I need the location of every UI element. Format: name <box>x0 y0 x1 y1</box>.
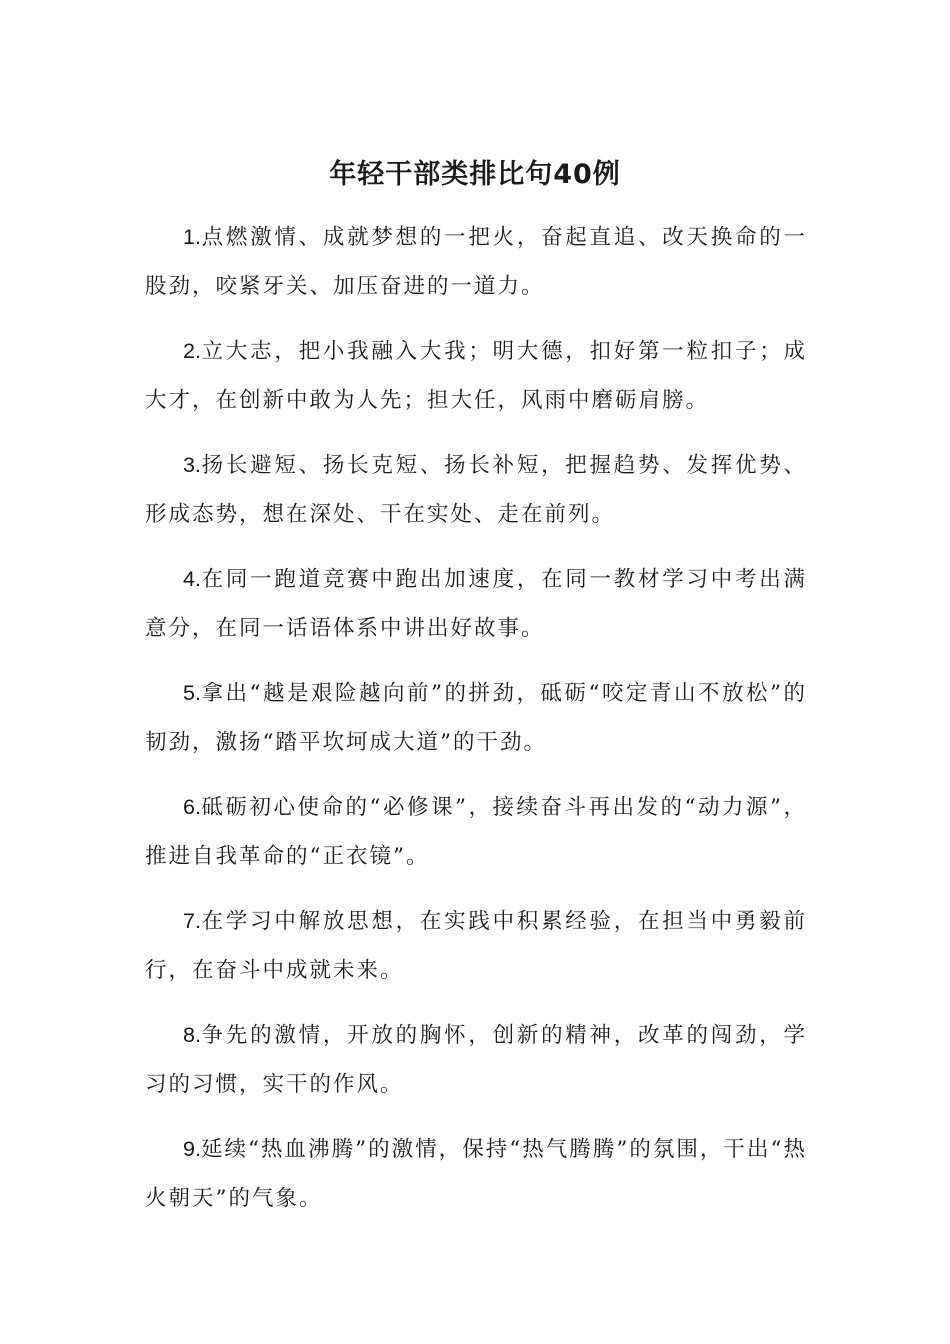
item-number: 3. <box>183 453 201 477</box>
item-text: 扬长避短、扬长克短、扬长补短，把握趋势、发挥优势、形成态势，想在深处、干在实处、走在前列。 <box>145 453 807 527</box>
page-title: 年轻干部类排比句40例 <box>329 159 621 190</box>
item-text: 砥砺初心使命的“必修课”，接续奋斗再出发的“动力源”，推进自我革命的“正衣镜”。 <box>145 795 807 869</box>
item-number: 7. <box>183 909 201 933</box>
list-item <box>145 669 807 767</box>
item-number: 5. <box>183 681 201 705</box>
list-item <box>145 783 807 881</box>
list-item <box>145 213 807 311</box>
item-number: 4. <box>183 567 201 591</box>
list-item <box>145 555 807 653</box>
item-number: 2. <box>183 339 201 363</box>
item-number: 6. <box>183 795 201 819</box>
list-item <box>145 441 807 539</box>
list-item <box>145 1125 807 1223</box>
list-item <box>145 897 807 995</box>
item-text: 拿出“越是艰险越向前”的拼劲，砥砺“咬定青山不放松”的韧劲，激扬“踏平坎坷成大道”的干劲。 <box>145 681 807 755</box>
sentence-list <box>145 213 807 1239</box>
item-text: 立大志，把小我融入大我；明大德，扣好第一粒扣子；成大才，在创新中敢为人先；担大任，风雨中磨砺肩膀。 <box>145 339 807 413</box>
item-text: 延续“热血沸腾”的激情，保持“热气腾腾”的氛围，干出“热火朝天”的气象。 <box>145 1137 807 1211</box>
list-item <box>145 327 807 425</box>
item-number: 9. <box>183 1137 201 1161</box>
item-text: 在学习中解放思想，在实践中积累经验，在担当中勇毅前行，在奋斗中成就未来。 <box>145 909 807 983</box>
list-item <box>145 1011 807 1109</box>
item-number: 1. <box>183 225 201 249</box>
item-text: 点燃激情、成就梦想的一把火，奋起直追、改天换命的一股劲，咬紧牙关、加压奋进的一道力。 <box>145 225 807 299</box>
item-text: 争先的激情，开放的胸怀，创新的精神，改革的闯劲，学习的习惯，实干的作风。 <box>145 1023 807 1097</box>
item-number: 8. <box>183 1023 201 1047</box>
item-text: 在同一跑道竞赛中跑出加速度，在同一教材学习中考出满意分，在同一话语体系中讲出好故事。 <box>145 567 807 641</box>
